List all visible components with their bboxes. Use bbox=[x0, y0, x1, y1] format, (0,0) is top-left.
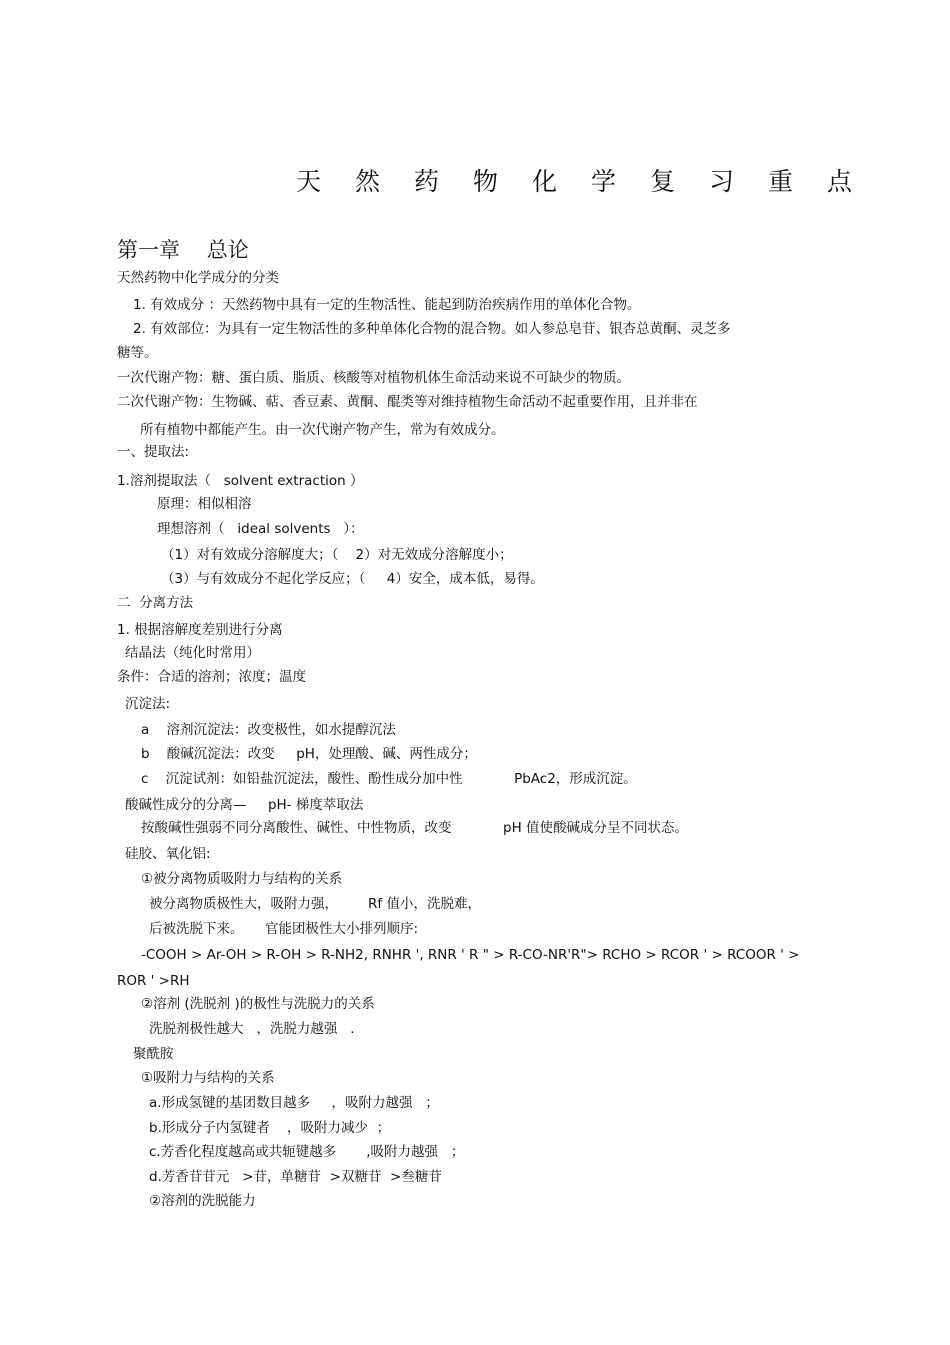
text-line: b 酸碱沉淀法：改变 pH，处理酸、碱、两性成分； bbox=[141, 746, 477, 762]
text-line: a.形成氢键的基团数目越多 ，吸附力越强 ； bbox=[149, 1095, 439, 1111]
text-line: 被分离物质极性大，吸附力强， Rf 值小，洗脱难， bbox=[149, 896, 481, 912]
text-line: 酸碱性成分的分离— pH- 梯度萃取法 bbox=[125, 797, 364, 813]
text-line: a 溶剂沉淀法：改变极性，如水提醇沉法 bbox=[141, 722, 396, 738]
text-line: ②溶剂 (洗脱剂 )的极性与洗脱力的关系 bbox=[141, 996, 375, 1012]
text-line: 2. 有效部位：为具有一定生物活性的多种单体化合物的混合物。如人参总皂苷、银杏总黄酮、灵芝多 bbox=[133, 321, 731, 337]
text-line: b.形成分子内氢键者 ，吸附力减少 ； bbox=[149, 1120, 391, 1136]
text-line: -COOH > Ar-OH > R-OH > R-NH2, RNHR ', RNR ' R " > R-CO-NR'R"> RCHO > RCOR ' > RCOOR ' > bbox=[141, 947, 800, 963]
text-line: 沉淀法: bbox=[125, 696, 171, 712]
text-line: 二 分离方法 bbox=[117, 595, 194, 611]
text-line: 硅胶、氧化铝: bbox=[125, 846, 211, 862]
text-line: 天然药物中化学成分的分类 bbox=[117, 270, 279, 286]
text-line: 洗脱剂极性越大 ，洗脱力越强 . bbox=[149, 1021, 355, 1037]
text-line: d.芳香苷苷元 >苷，单糖苷 >双糖苷 >叁糖苷 bbox=[149, 1169, 442, 1185]
text-line: ①吸附力与结构的关系 bbox=[141, 1070, 275, 1086]
text-line: 结晶法（纯化时常用） bbox=[125, 645, 260, 661]
text-line: ①被分离物质吸附力与结构的关系 bbox=[141, 871, 343, 887]
text-line: ROR ' >RH bbox=[117, 973, 190, 989]
text-line: 1.溶剂提取法（ solvent extraction ） bbox=[117, 473, 364, 489]
text-line: 1. 有效成分 ：天然药物中具有一定的生物活性、能起到防治疾病作用的单体化合物。 bbox=[133, 297, 641, 313]
document-title: 天然药物化学复习重点 bbox=[296, 167, 887, 196]
text-line: 所有植物中都能产生。由一次代谢产物产生，常为有效成分。 bbox=[140, 422, 505, 438]
text-line: 按酸碱性强弱不同分离酸性、碱性、中性物质，改变 pH 值使酸碱成分呈不同状态。 bbox=[141, 820, 689, 836]
text-line: 原理：相似相溶 bbox=[157, 496, 252, 512]
text-line: （3）与有效成分不起化学反应；（ 4）安全，成本低，易得。 bbox=[161, 571, 544, 587]
text-line: 后被洗脱下来。 官能团极性大小排列顺序: bbox=[149, 921, 419, 937]
text-line: 糖等。 bbox=[117, 345, 158, 361]
text-line: 理想溶剂（ ideal solvents ）： bbox=[157, 521, 364, 537]
text-line: 条件：合适的溶剂；浓度；温度 bbox=[117, 669, 306, 685]
text-line: c 沉淀试剂：如铅盐沉淀法，酸性、酚性成分加中性 PbAc2，形成沉淀。 bbox=[141, 771, 637, 787]
text-line: 聚酰胺 bbox=[133, 1046, 174, 1062]
text-line: ②溶剂的洗脱能力 bbox=[149, 1193, 256, 1209]
text-line: c.芳香化程度越高或共轭键越多 ,吸附力越强 ； bbox=[149, 1144, 465, 1160]
text-line: （1）对有效成分溶解度大；（ 2）对无效成分溶解度小； bbox=[161, 547, 513, 563]
text-line: 二次代谢产物：生物碱、萜、香豆素、黄酮、醌类等对维持植物生命活动不起重要作用，且并非在 bbox=[117, 394, 698, 410]
text-line: 1. 根据溶解度差别进行分离 bbox=[117, 622, 283, 638]
text-line: 一次代谢产物：糖、蛋白质、脂质、核酸等对植物机体生命活动来说不可缺少的物质。 bbox=[117, 370, 630, 386]
text-line: 一、提取法: bbox=[117, 444, 190, 460]
chapter-heading: 第一章 总论 bbox=[117, 238, 249, 262]
